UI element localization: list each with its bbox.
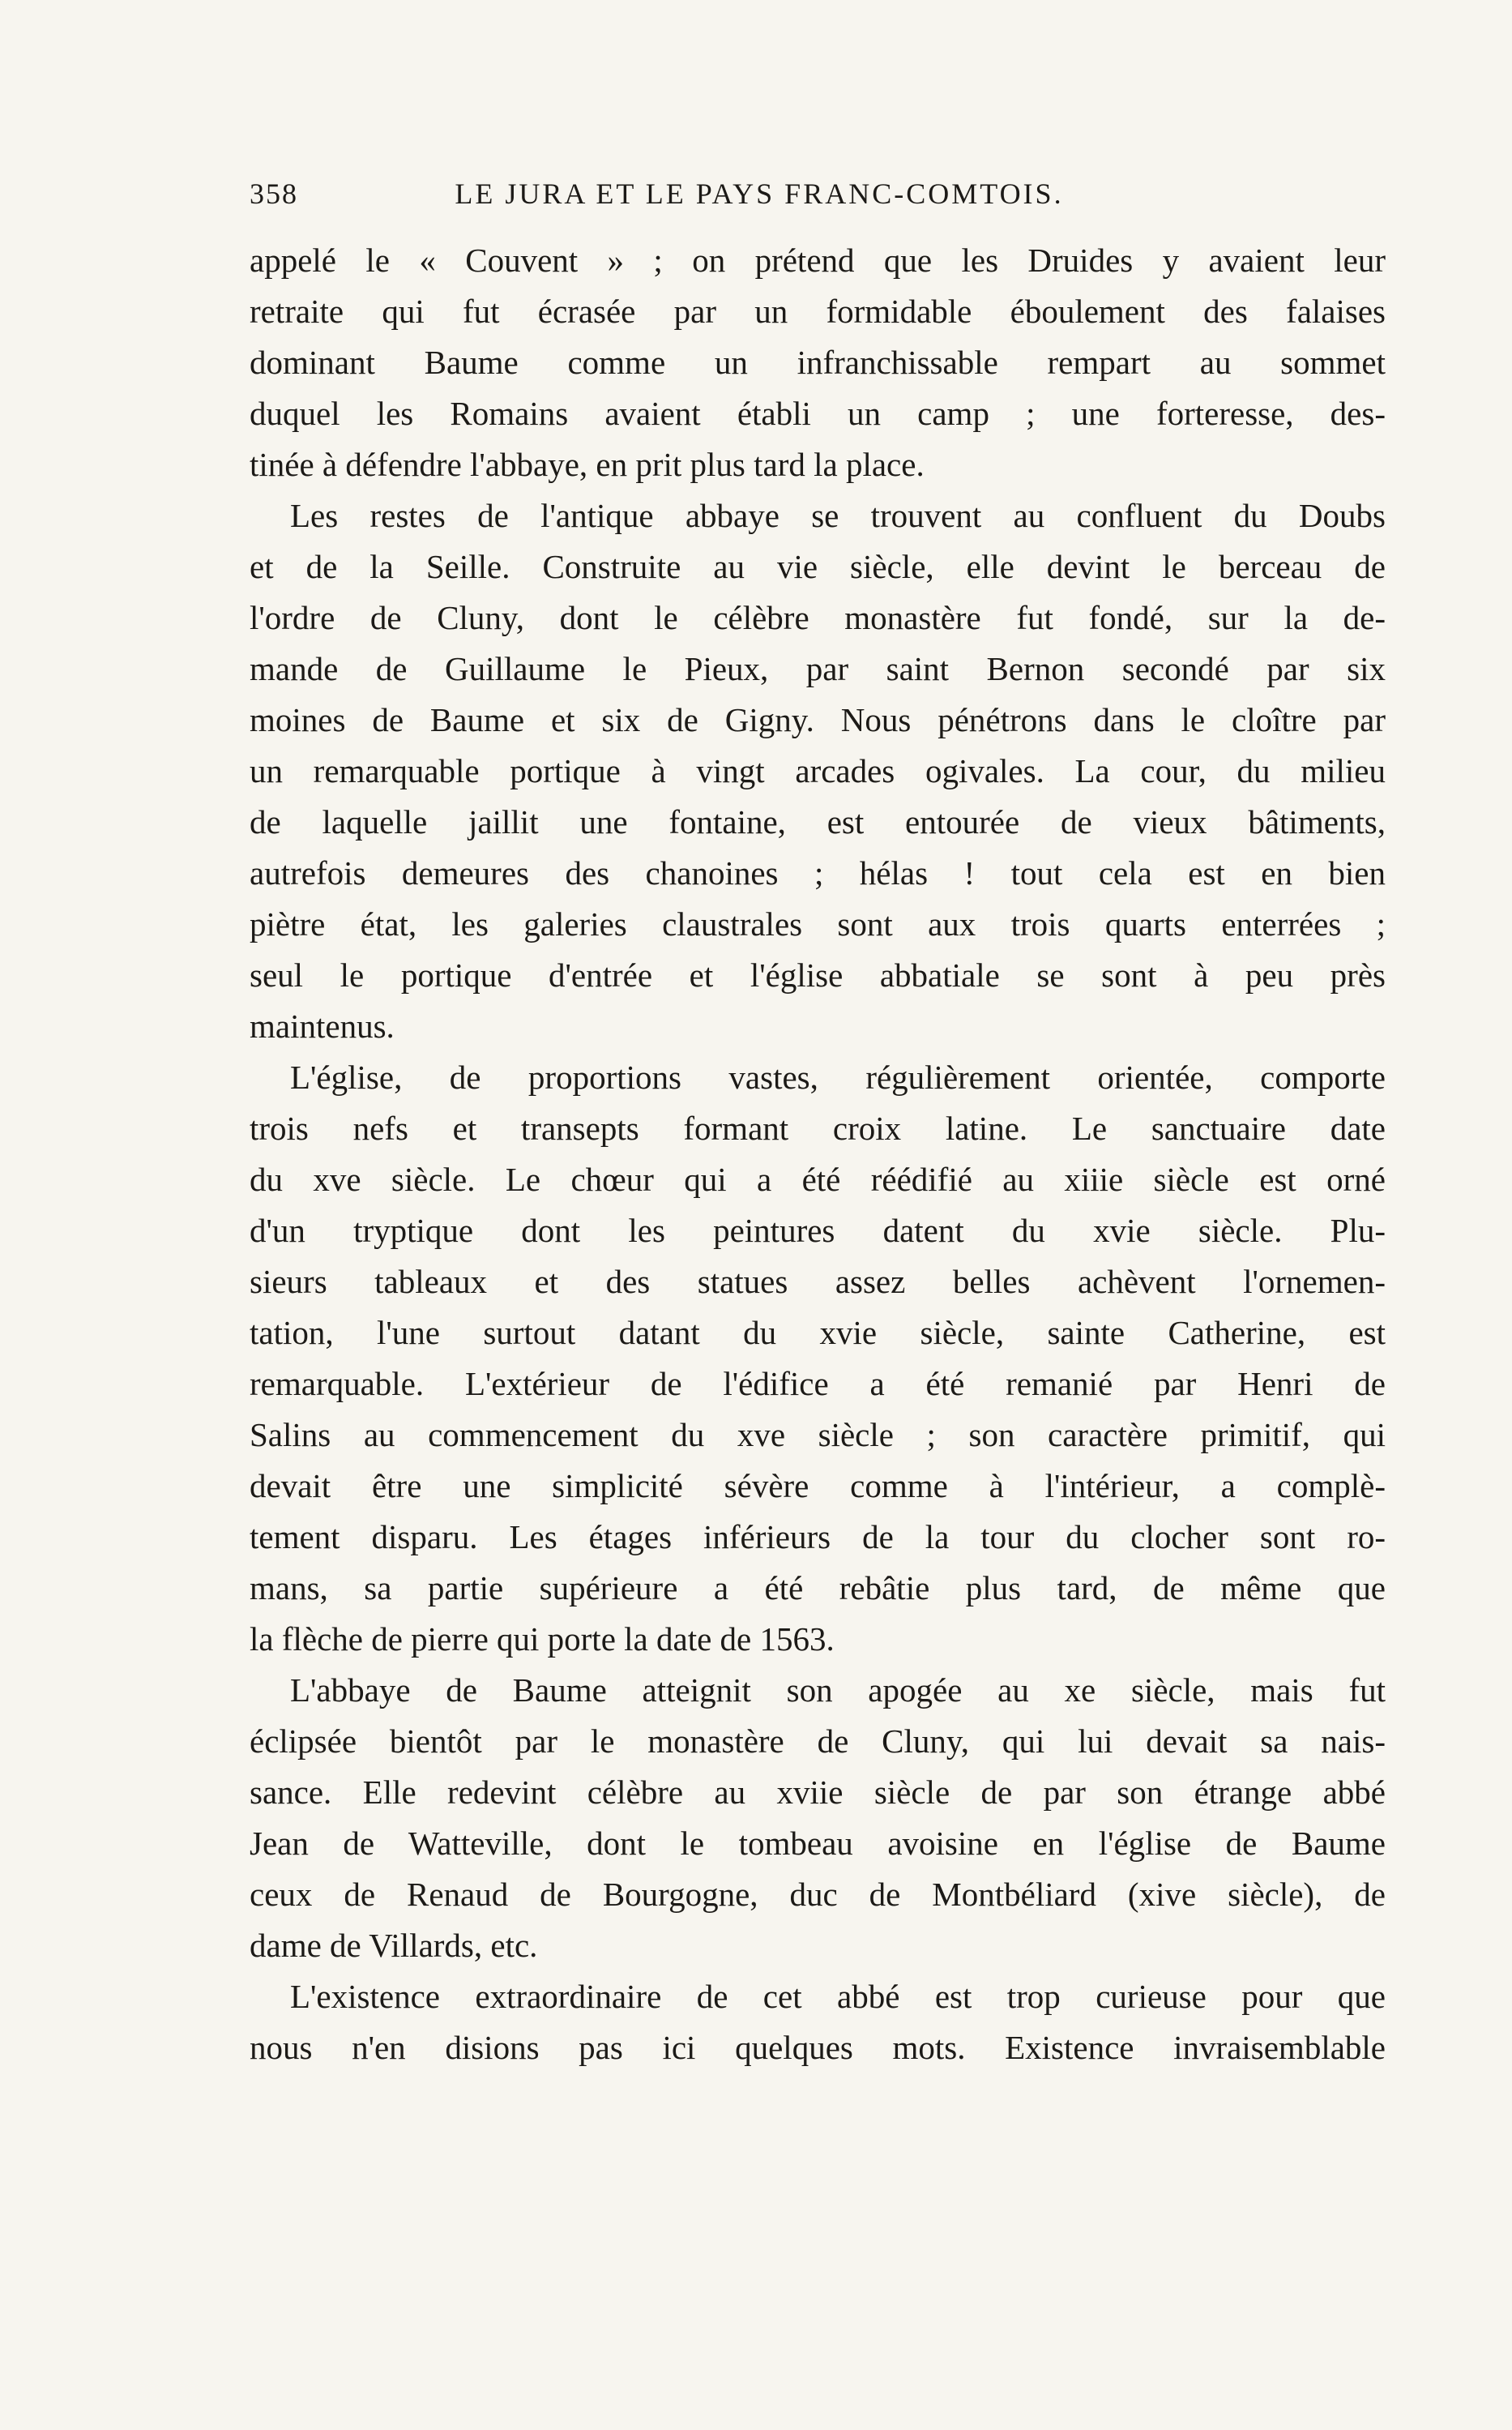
running-head bbox=[250, 177, 1269, 217]
text-line: devait être une simplicité sévère comme à l'intérieur, a complè- bbox=[250, 1467, 1386, 1504]
text-line: mande de Guillaume le Pieux, par saint Bernon secondé par six bbox=[250, 650, 1386, 687]
text-line: duquel les Romains avaient établi un camp ; une forteresse, des- bbox=[250, 395, 1386, 432]
text-line: sance. Elle redevint célèbre au xviie siècle de par son étrange abbé bbox=[250, 1773, 1386, 1811]
text-line: Les restes de l'antique abbaye se trouvent au confluent du Doubs bbox=[290, 497, 1386, 534]
text-line: dame de Villards, etc. bbox=[250, 1927, 538, 1964]
text-line: sieurs tableaux et des statues assez belles achèvent l'ornemen- bbox=[250, 1263, 1386, 1300]
text-line: moines de Baume et six de Gigny. Nous pénétrons dans le cloître par bbox=[250, 701, 1386, 738]
paragraph bbox=[250, 490, 1386, 1052]
paragraph bbox=[250, 1665, 1386, 1971]
text-line: trois nefs et transepts formant croix latine. Le sanctuaire date bbox=[250, 1110, 1386, 1147]
text-line: retraite qui fut écrasée par un formidable éboulement des falaises bbox=[250, 293, 1386, 330]
text-line: L'abbaye de Baume atteignit son apogée au xe siècle, mais fut bbox=[290, 1671, 1386, 1709]
text-line: tement disparu. Les étages inférieurs de la tour du clocher sont ro- bbox=[250, 1518, 1386, 1555]
text-line: maintenus. bbox=[250, 1008, 395, 1045]
running-title: LE JURA ET LE PAYS FRANC-COMTOIS. bbox=[455, 178, 1064, 210]
text-line: tinée à défendre l'abbaye, en prit plus tard la place. bbox=[250, 446, 925, 483]
paragraph bbox=[250, 235, 1386, 490]
text-line: de laquelle jaillit une fontaine, est entourée de vieux bâtiments, bbox=[250, 803, 1386, 841]
text-line: seul le portique d'entrée et l'église abbatiale se sont à peu près bbox=[250, 956, 1386, 994]
text-line: autrefois demeures des chanoines ; hélas ! tout cela est en bien bbox=[250, 854, 1386, 892]
text-line: mans, sa partie supérieure a été rebâtie plus tard, de même que bbox=[250, 1569, 1386, 1606]
page-number: 358 bbox=[250, 178, 298, 210]
text-line: éclipsée bientôt par le monastère de Cluny, qui lui devait sa nais- bbox=[250, 1722, 1386, 1760]
text-line: piètre état, les galeries claustrales sont aux trois quarts enterrées ; bbox=[250, 905, 1386, 943]
text-line: L'église, de proportions vastes, régulièrement orientée, comporte bbox=[290, 1059, 1386, 1096]
text-line: du xve siècle. Le chœur qui a été réédifié au xiiie siècle est orné bbox=[250, 1161, 1386, 1198]
text-line: Jean de Watteville, dont le tombeau avoisine en l'église de Baume bbox=[250, 1825, 1386, 1862]
text-line: tation, l'une surtout datant du xvie siècle, sainte Catherine, est bbox=[250, 1314, 1386, 1351]
text-line: dominant Baume comme un infranchissable rempart au sommet bbox=[250, 344, 1386, 381]
paragraph bbox=[250, 1971, 1386, 2073]
body-text bbox=[250, 235, 1386, 2073]
text-line: et de la Seille. Construite au vie siècle, elle devint le berceau de bbox=[250, 548, 1386, 585]
text-line: d'un tryptique dont les peintures datent du xvie siècle. Plu- bbox=[250, 1212, 1386, 1249]
paragraph bbox=[250, 1052, 1386, 1665]
text-line: ceux de Renaud de Bourgogne, duc de Montbéliard (xive siècle), de bbox=[250, 1876, 1386, 1913]
text-line: appelé le « Couvent » ; on prétend que les Druides y avaient leur bbox=[250, 242, 1386, 279]
text-line: la flèche de pierre qui porte la date de 1563. bbox=[250, 1620, 835, 1658]
text-line: L'existence extraordinaire de cet abbé est trop curieuse pour que bbox=[290, 1978, 1386, 2015]
text-line: nous n'en disions pas ici quelques mots. Existence invraisemblable bbox=[250, 2029, 1386, 2066]
text-line: un remarquable portique à vingt arcades ogivales. La cour, du milieu bbox=[250, 752, 1386, 789]
text-line: remarquable. L'extérieur de l'édifice a été remanié par Henri de bbox=[250, 1365, 1386, 1402]
text-line: Salins au commencement du xve siècle ; son caractère primitif, qui bbox=[250, 1416, 1386, 1453]
text-line: l'ordre de Cluny, dont le célèbre monastère fut fondé, sur la de- bbox=[250, 599, 1386, 636]
